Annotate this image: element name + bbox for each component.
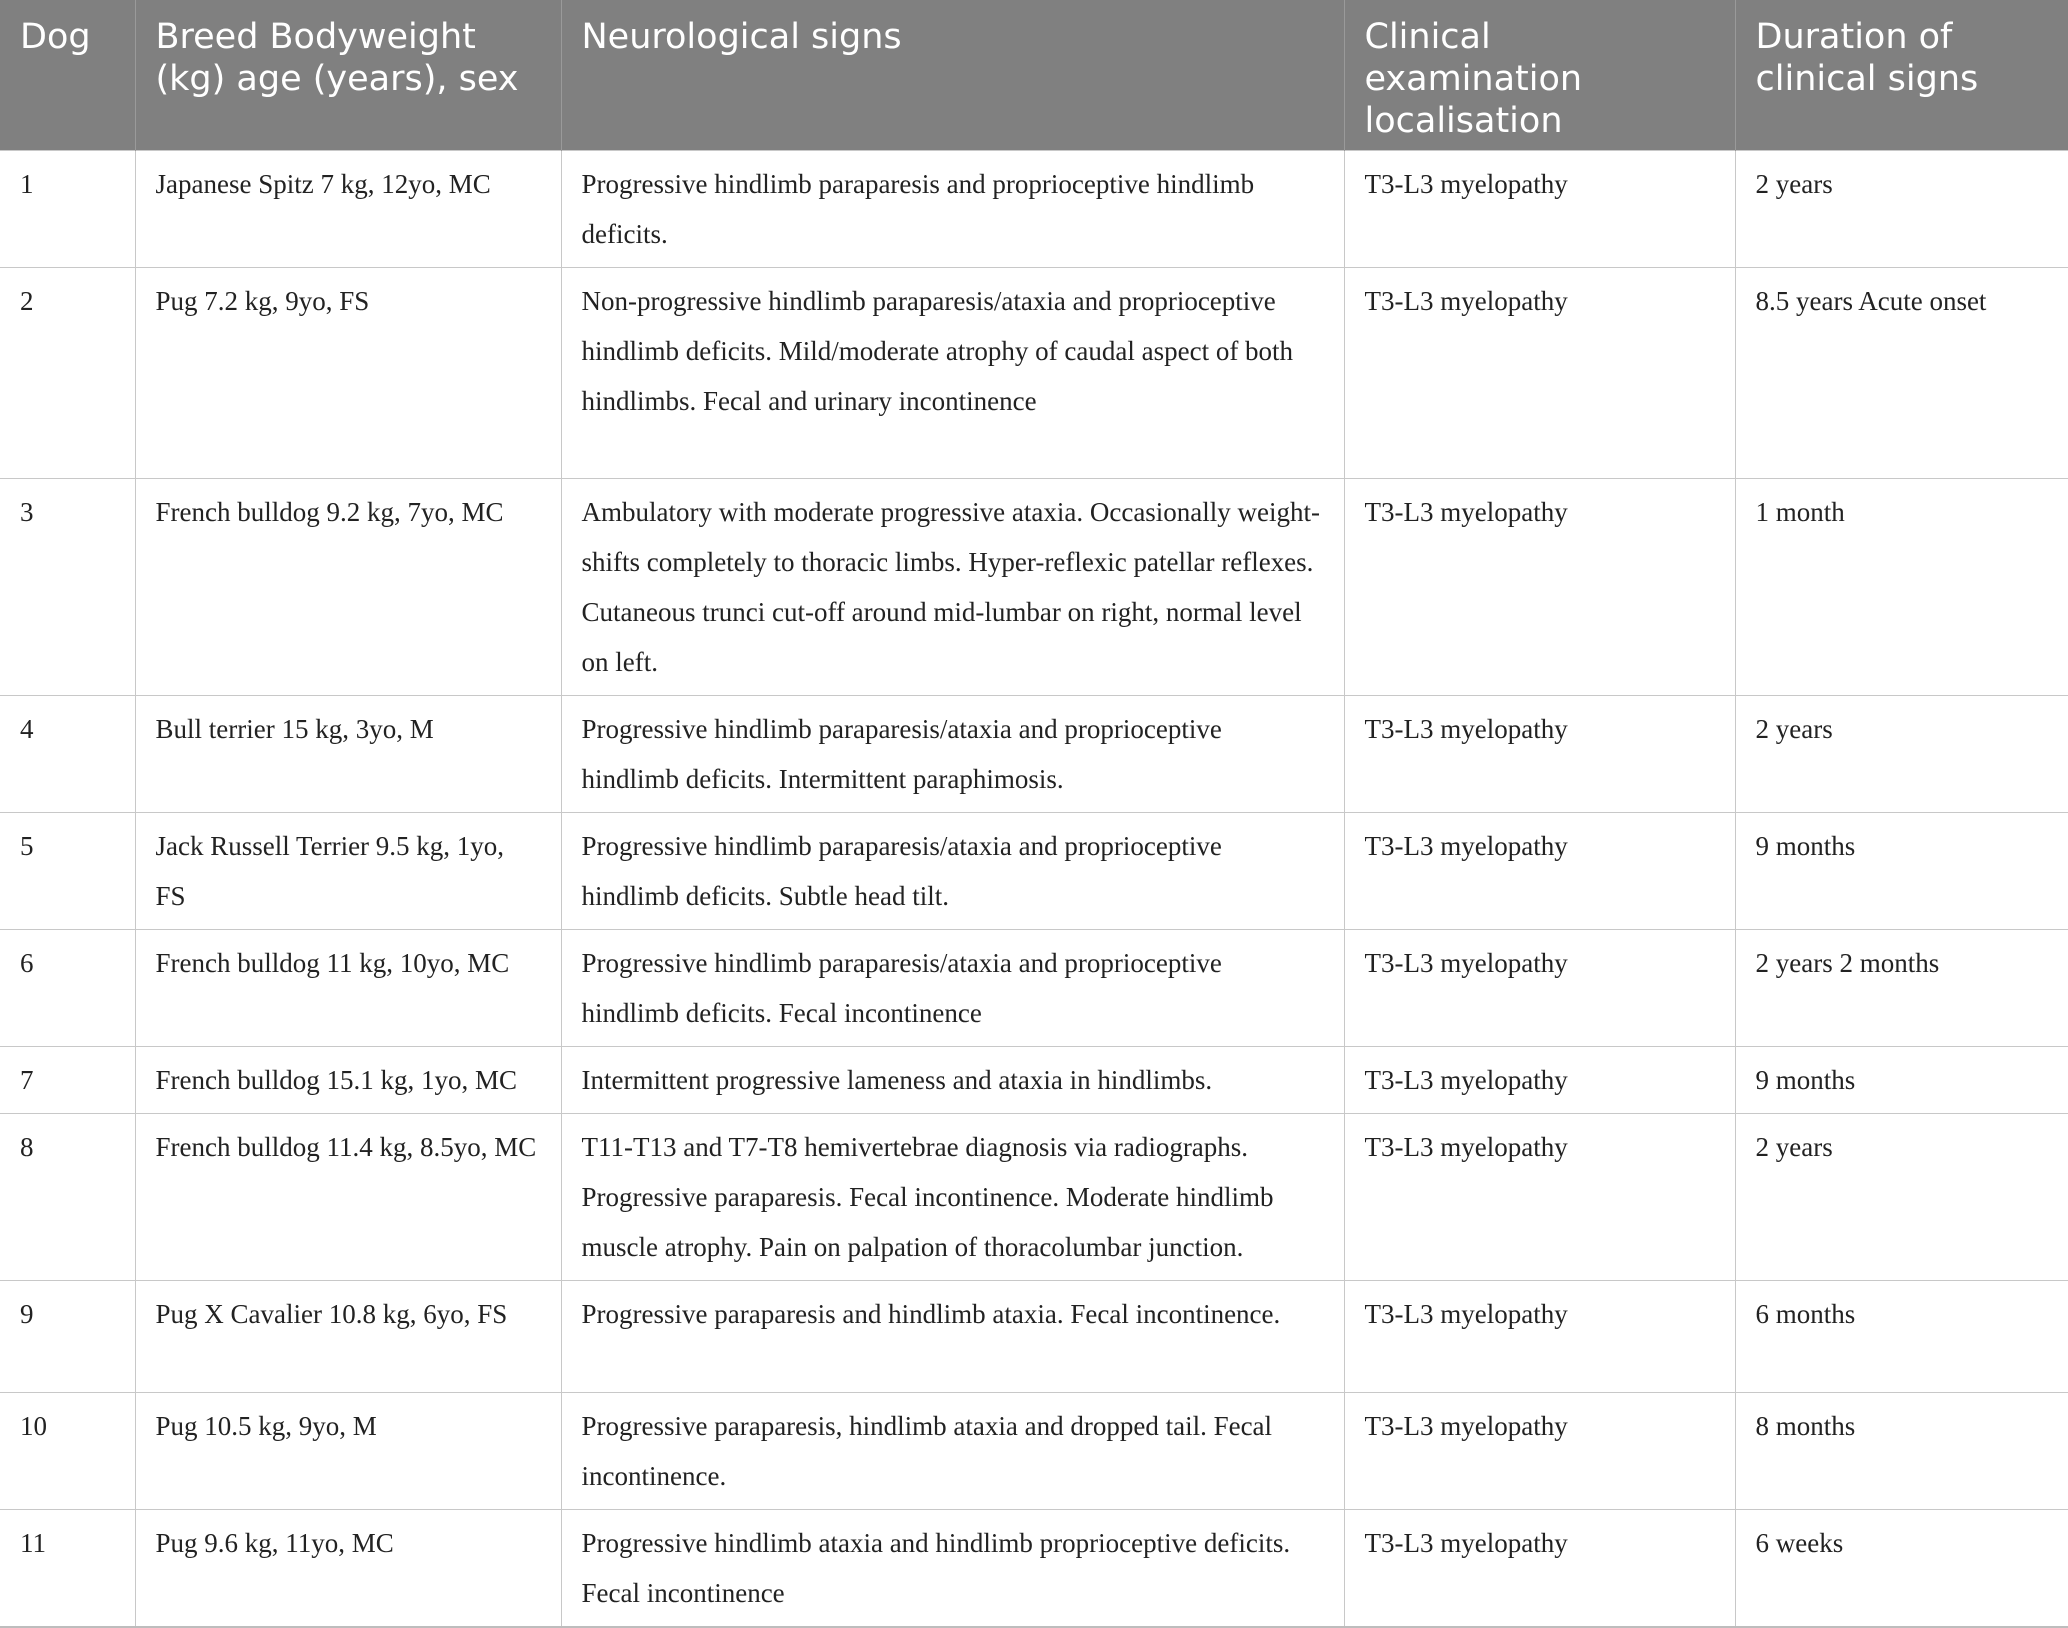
- header-row: [0, 0, 2068, 151]
- cell-dog: 11: [0, 1510, 135, 1628]
- cell-breed: Japanese Spitz 7 kg, 12yo, MC: [135, 151, 561, 268]
- table-row: [0, 1114, 2068, 1281]
- cell-duration: 8.5 years Acute onset: [1735, 268, 2068, 479]
- cell-duration: 2 years 2 months: [1735, 930, 2068, 1047]
- cell-duration: 6 months: [1735, 1281, 2068, 1393]
- cell-duration: 1 month: [1735, 479, 2068, 696]
- cell-neurological-signs: Ambulatory with moderate progressive ataxia. Occasionally weight-shifts completely to thoracic limbs. Hyper-reflexic patellar reflexes. Cutaneous trunci cut-off around mid-lumbar on right, normal level on left.: [561, 479, 1344, 696]
- table-row: [0, 813, 2068, 930]
- table-row: [0, 151, 2068, 268]
- table-row: [0, 1281, 2068, 1393]
- table-row: [0, 930, 2068, 1047]
- cell-duration: 2 years: [1735, 1114, 2068, 1281]
- cell-duration: 6 weeks: [1735, 1510, 2068, 1628]
- cell-dog: 9: [0, 1281, 135, 1393]
- header-breed: Breed Bodyweight (kg) age (years), sex: [135, 0, 561, 151]
- cell-localisation: T3-L3 myelopathy: [1344, 1510, 1735, 1628]
- header-duration: Duration of clinical signs: [1735, 0, 2068, 151]
- cell-dog: 10: [0, 1393, 135, 1510]
- cell-localisation: T3-L3 myelopathy: [1344, 268, 1735, 479]
- cell-duration: 2 years: [1735, 696, 2068, 813]
- cell-localisation: T3-L3 myelopathy: [1344, 479, 1735, 696]
- cell-duration: 2 years: [1735, 151, 2068, 268]
- cell-neurological-signs: Progressive paraparesis, hindlimb ataxia and dropped tail. Fecal incontinence.: [561, 1393, 1344, 1510]
- header-localisation: Clinical examination localisation: [1344, 0, 1735, 151]
- header-dog: Dog: [0, 0, 135, 151]
- cell-dog: 4: [0, 696, 135, 813]
- cell-dog: 7: [0, 1047, 135, 1114]
- cell-breed: French bulldog 15.1 kg, 1yo, MC: [135, 1047, 561, 1114]
- cell-neurological-signs: T11-T13 and T7-T8 hemivertebrae diagnosis via radiographs. Progressive paraparesis. Fecal incontinence. Moderate hindlimb muscle atrophy. Pain on palpation of thoracolumbar junction.: [561, 1114, 1344, 1281]
- cell-neurological-signs: Non-progressive hindlimb paraparesis/ataxia and proprioceptive hindlimb deficits. Mild/moderate atrophy of caudal aspect of both hindlimbs. Fecal and urinary incontinence: [561, 268, 1344, 479]
- cell-neurological-signs: Progressive paraparesis and hindlimb ataxia. Fecal incontinence.: [561, 1281, 1344, 1393]
- cell-dog: 1: [0, 151, 135, 268]
- cell-dog: 5: [0, 813, 135, 930]
- cell-dog: 8: [0, 1114, 135, 1281]
- cell-breed: French bulldog 11 kg, 10yo, MC: [135, 930, 561, 1047]
- cell-breed: French bulldog 11.4 kg, 8.5yo, MC: [135, 1114, 561, 1281]
- cell-breed: Pug 10.5 kg, 9yo, M: [135, 1393, 561, 1510]
- table-row: [0, 268, 2068, 479]
- cell-breed: French bulldog 9.2 kg, 7yo, MC: [135, 479, 561, 696]
- table-row: [0, 479, 2068, 696]
- cell-localisation: T3-L3 myelopathy: [1344, 1114, 1735, 1281]
- cell-breed: Pug 7.2 kg, 9yo, FS: [135, 268, 561, 479]
- cell-dog: 2: [0, 268, 135, 479]
- table-body: [0, 151, 2068, 1628]
- cell-localisation: T3-L3 myelopathy: [1344, 1047, 1735, 1114]
- table-row: [0, 1510, 2068, 1628]
- cell-breed: Pug 9.6 kg, 11yo, MC: [135, 1510, 561, 1628]
- cell-breed: Pug X Cavalier 10.8 kg, 6yo, FS: [135, 1281, 561, 1393]
- cell-localisation: T3-L3 myelopathy: [1344, 813, 1735, 930]
- table-header: [0, 0, 2068, 151]
- cell-localisation: T3-L3 myelopathy: [1344, 1393, 1735, 1510]
- cell-neurological-signs: Progressive hindlimb paraparesis and proprioceptive hindlimb deficits.: [561, 151, 1344, 268]
- cell-neurological-signs: Progressive hindlimb ataxia and hindlimb proprioceptive deficits. Fecal incontinence: [561, 1510, 1344, 1628]
- table-row: [0, 696, 2068, 813]
- cell-localisation: T3-L3 myelopathy: [1344, 930, 1735, 1047]
- cell-localisation: T3-L3 myelopathy: [1344, 696, 1735, 813]
- cell-localisation: T3-L3 myelopathy: [1344, 151, 1735, 268]
- cell-duration: 9 months: [1735, 1047, 2068, 1114]
- cell-dog: 3: [0, 479, 135, 696]
- table-row: [0, 1047, 2068, 1114]
- cell-dog: 6: [0, 930, 135, 1047]
- cell-neurological-signs: Progressive hindlimb paraparesis/ataxia and proprioceptive hindlimb deficits. Intermittent paraphimosis.: [561, 696, 1344, 813]
- cell-duration: 9 months: [1735, 813, 2068, 930]
- table-row: [0, 1393, 2068, 1510]
- cell-neurological-signs: Intermittent progressive lameness and ataxia in hindlimbs.: [561, 1047, 1344, 1114]
- cell-duration: 8 months: [1735, 1393, 2068, 1510]
- cell-localisation: T3-L3 myelopathy: [1344, 1281, 1735, 1393]
- cell-breed: Bull terrier 15 kg, 3yo, M: [135, 696, 561, 813]
- cell-neurological-signs: Progressive hindlimb paraparesis/ataxia and proprioceptive hindlimb deficits. Fecal incontinence: [561, 930, 1344, 1047]
- cell-neurological-signs: Progressive hindlimb paraparesis/ataxia and proprioceptive hindlimb deficits. Subtle head tilt.: [561, 813, 1344, 930]
- cell-breed: Jack Russell Terrier 9.5 kg, 1yo, FS: [135, 813, 561, 930]
- header-neurological-signs: Neurological signs: [561, 0, 1344, 151]
